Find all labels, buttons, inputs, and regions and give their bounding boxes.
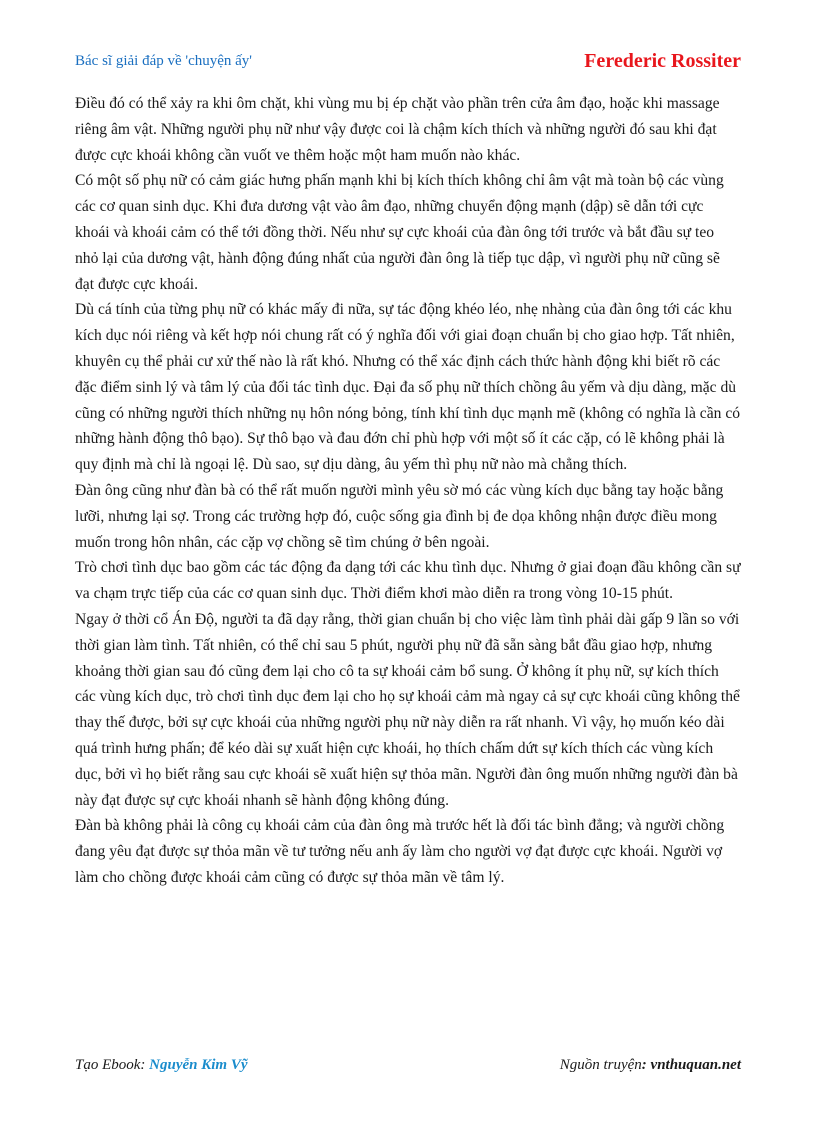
source-site: vnthuquan.net bbox=[650, 1057, 741, 1073]
ebook-separator: : bbox=[140, 1057, 146, 1073]
paragraph: Có một số phụ nữ có cảm giác hưng phấn mạnh khi bị kích thích không chỉ âm vật mà toàn bộ các vùng các cơ quan sinh dục. Khi đưa dương vật vào âm đạo, những chuyển động mạnh (dập) sẽ dẫn tới cực khoái và khoái cảm có thể tới đồng thời. Nếu như sự cực khoái của đàn ông tới trước và bắt đầu sự teo nhỏ lại của dương vật, hành động đúng nhất của người đàn ông là tiếp tục dập, vì người phụ nữ cũng sẽ đạt được cực khoái. bbox=[75, 172, 724, 293]
paragraph: Dù cá tính của từng phụ nữ có khác mấy đi nữa, sự tác động khéo léo, nhẹ nhàng của đàn ông tới các khu kích dục nói riêng và kết hợp nói chung rất có ý nghĩa đối với giai đoạn chuẩn bị cho giao hợp. Tất nhiên, khuyên cụ thể phải cư xử thế nào là rất khó. Nhưng có thể xác định cách thức hành động khi biết rõ các đặc điểm sinh lý và tâm lý của đối tác tình dục. Đại đa số phụ nữ thích chồng âu yếm và dịu dàng, mặc dù cũng có những người thích những nụ hôn nóng bỏng, tính khí tình dục mạnh mẽ (không có nghĩa là cần có những hành động thô bạo). Sự thô bạo và đau đớn chỉ phù hợp với một số ít các cặp, có lẽ không phải là quy định mà chỉ là ngoại lệ. Dù sao, sự dịu dàng, âu yếm thì phụ nữ nào mà chẳng thích. bbox=[75, 301, 741, 474]
paragraph: Trò chơi tình dục bao gồm các tác động đa dạng tới các khu tình dục. Nhưng ở giai đoạn đầu không cần sự va chạm trực tiếp của các cơ quan sinh dục. Thời điểm khơi mào diễn ra trong vòng 10-15 phút. bbox=[75, 559, 741, 603]
paragraph: Đàn bà không phải là công cụ khoái cảm của đàn ông mà trước hết là đối tác bình đẳng; và người chồng đang yêu đạt được sự thỏa mãn về tư tưởng nếu anh ấy làm cho người vợ đạt được cực khoái. Người vợ làm cho chồng được khoái cảm cũng có được sự thỏa mãn về tâm lý. bbox=[75, 817, 725, 886]
source-credit bbox=[560, 1057, 741, 1074]
paragraph: Điều đó có thể xảy ra khi ôm chặt, khi vùng mu bị ép chặt vào phần trên cửa âm đạo, hoặc khi massage riêng âm vật. Những người phụ nữ như vậy được coi là chậm kích thích và những người đó sau khi đạt được cực khoái không cần vuốt ve thêm hoặc một ham muốn nào khác. bbox=[75, 95, 720, 164]
book-title: Bác sĩ giải đáp về 'chuyện ấy' bbox=[75, 53, 253, 69]
page-footer bbox=[75, 1057, 741, 1077]
page-header bbox=[75, 50, 741, 74]
paragraph: Ngay ở thời cổ Án Độ, người ta đã dạy rằng, thời gian chuẩn bị cho việc làm tình phải dài gấp 9 lần so với thời gian làm tình. Tất nhiên, có thể chỉ sau 5 phút, người phụ nữ đã sẵn sàng bắt đầu giao hợp, nhưng khoảng thời gian sau đó cũng đem lại cho cô ta sự khoái cảm bổ sung. Ở không ít phụ nữ, sự kích thích các vùng kích dục, trò chơi tình dục đem lại cho họ sự khoái cảm mà ngay cả sự cực khoái cũng không thể thay thế được, bởi sự cực khoái của những người phụ nữ này diễn ra rất nhanh. Vì vậy, họ muốn kéo dài quá trình hưng phấn; để kéo dài sự xuất hiện cực khoái, họ thích chấm dứt sự kích thích các vùng kích dục, bởi vì họ biết rằng sau cực khoái sẽ xuất hiện sự thỏa mãn. Người đàn ông muốn những người đàn bà này đạt được sự cực khoái nhanh sẽ hành động không đúng. bbox=[75, 610, 740, 809]
ebook-author: Nguyễn Kim Vỹ bbox=[149, 1057, 248, 1073]
paragraph: Đàn ông cũng như đàn bà có thể rất muốn người mình yêu sờ mó các vùng kích dục bằng tay hoặc bằng lưỡi, nhưng lại sợ. Trong các trường hợp đó, cuộc sống gia đình bị đe dọa không nhận được điều mong muốn trong hôn nhân, các cặp vợ chồng sẽ tìm chúng ở bên ngoài. bbox=[75, 481, 724, 551]
page-content bbox=[75, 91, 741, 891]
ebook-label: Tạo Ebook bbox=[75, 1057, 141, 1073]
source-label: Nguồn truyện bbox=[559, 1057, 642, 1073]
ebook-credit bbox=[75, 1057, 248, 1074]
book-author: Ferederic Rossiter bbox=[584, 50, 741, 72]
source-separator: : bbox=[641, 1057, 647, 1073]
